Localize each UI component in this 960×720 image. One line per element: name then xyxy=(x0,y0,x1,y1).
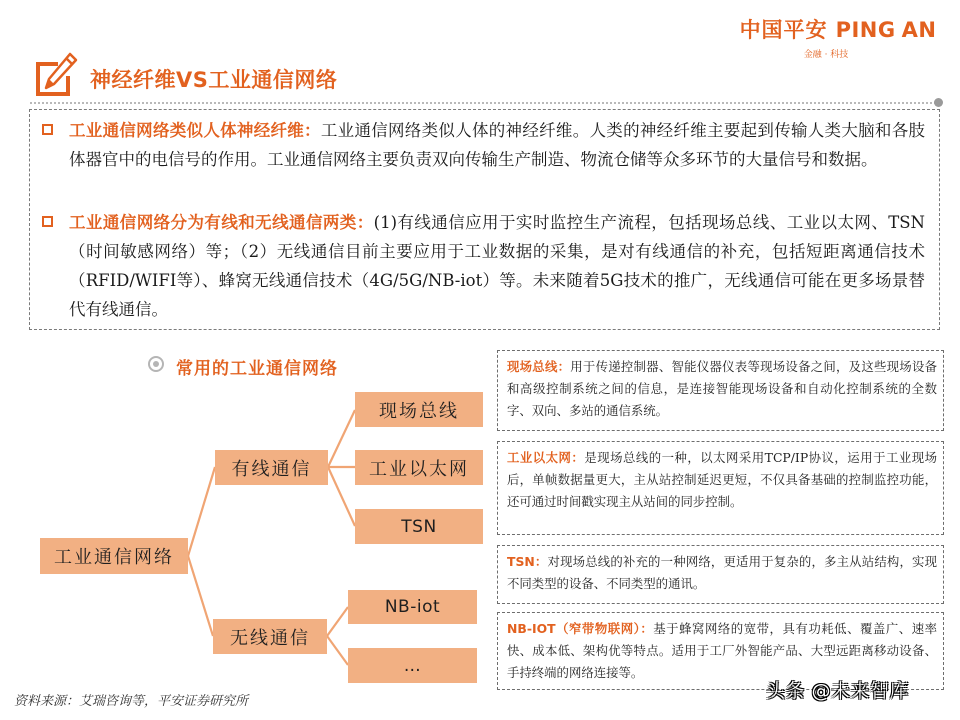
desc-lead: 现场总线： xyxy=(507,359,571,374)
tree-leaf-more: … xyxy=(348,648,477,683)
tree-node-wired: 有线通信 xyxy=(215,450,328,485)
bullet-lead: 工业通信网络分为有线和无线通信两类： xyxy=(69,213,374,232)
tree-leaf-nb-iot: NB-iot xyxy=(348,590,477,624)
desc-text: 用于传递控制器、智能仪器仪表等现场设备之间，及这些现场设备和高级控制系统之间的信息，是连接智能现场设备和自动化控制系统的全数字、双向、多站的通信系统。 xyxy=(507,359,938,418)
desc-lead: TSN： xyxy=(507,554,548,569)
desc-text: 对现场总线的补充的一种网络，更适用于复杂的，多主从站结构，实现不同类型的设备、不同类型的通讯。 xyxy=(507,554,937,591)
bullet-text: 工业通信网络类似人体的神经纤维。人类的神经纤维主要起到传输人类大脑和各肢体器官中的电信号的作用。工业通信网络主要负责双向传输生产制造、物流仓储等众多环节的大量信号和数据。 xyxy=(69,121,926,169)
desc-box-tsn xyxy=(497,545,944,604)
desc-lead: NB-IOT（窄带物联网）： xyxy=(507,621,654,636)
logo-en-left: PING xyxy=(835,18,896,42)
bullet-lead: 工业通信网络类似人体神经纤维： xyxy=(69,121,321,140)
tree-leaf-industrial-ethernet: 工业以太网 xyxy=(355,450,483,485)
page-title: 神经纤维VS工业通信网络 xyxy=(90,68,338,92)
tree-leaf-fieldbus: 现场总线 xyxy=(355,392,483,427)
bullet-text: (1)有线通信应用于实时监控生产流程，包括现场总线、工业以太网、TSN（时间敏感网络）等；（2）无线通信目前主要应用于工业数据的采集，是对有线通信的补充，包括短距离通信技术（RFID/WIFI等）、蜂窝无线通信技术（4G/5G/NB-iot）等。未来随着5G技术的推广，无线通信可能在更多场景替代有线通信。 xyxy=(69,213,925,319)
logo-cn-text: 中国平安 xyxy=(739,18,828,42)
section-title: 常用的工业通信网络 xyxy=(176,359,338,379)
desc-text: 基于蜂窝网络的宽带，具有功耗低、覆盖广、速率快、成本低、架构优等特点。适用于工厂外智能产品、大型远距离移动设备、手持终端的网络连接等。 xyxy=(507,621,938,680)
watermark: 头条 @未来智库 xyxy=(766,680,910,702)
desc-text: 是现场总线的一种，以太网采用TCP/IP协议，运用于工业现场后，单帧数据量更大，主从站控制延迟更短，不仅具备基础的控制监控功能，还可通过时间戳实现主从站间的同步控制。 xyxy=(507,450,938,509)
tree-leaf-tsn: TSN xyxy=(355,509,483,544)
logo-tagline: 金融 · 科技 xyxy=(803,50,849,60)
desc-lead: 工业以太网： xyxy=(507,450,585,465)
desc-box-fieldbus xyxy=(497,350,944,431)
source-note: 资料来源：艾瑞咨询等，平安证券研究所 xyxy=(14,694,249,709)
logo-en-right: AN xyxy=(901,18,937,42)
tree-node-wireless: 无线通信 xyxy=(213,619,327,654)
desc-box-industrial-ethernet xyxy=(497,441,944,535)
tree-root-node: 工业通信网络 xyxy=(40,538,188,574)
